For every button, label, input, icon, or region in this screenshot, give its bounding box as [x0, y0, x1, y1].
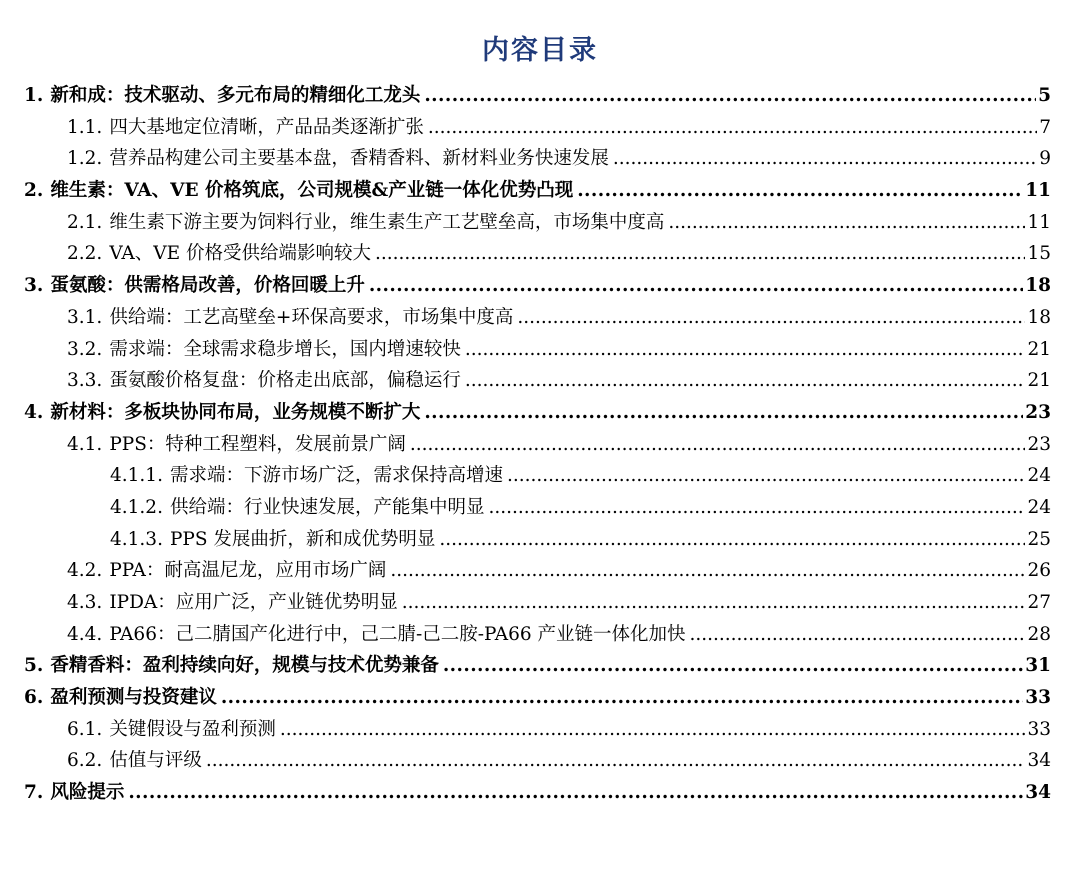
toc-entry-page: 18 — [1027, 306, 1051, 328]
toc-entry-text: PPS：特种工程塑料，发展前景广阔 — [109, 433, 406, 455]
toc-entry-page: 33 — [1025, 687, 1051, 709]
toc-entry-page: 11 — [1027, 211, 1051, 233]
toc-entry-number: 1.1. — [67, 116, 103, 138]
toc-dot-leader — [465, 334, 1026, 366]
toc-entry[interactable] — [24, 334, 1051, 366]
toc-entry-text: PPS 发展曲折，新和成优势明显 — [169, 528, 436, 550]
toc-entry-number: 7. — [24, 782, 44, 804]
toc-entry[interactable] — [24, 175, 1051, 207]
toc-entry-number: 4.1.2. — [110, 496, 163, 518]
toc-dot-leader — [402, 587, 1026, 619]
toc-entry[interactable] — [24, 429, 1051, 461]
toc-entry-page: 21 — [1027, 370, 1051, 392]
toc-entry-page: 5 — [1038, 85, 1051, 106]
toc-entry-page: 27 — [1027, 592, 1051, 613]
toc-entry[interactable] — [24, 112, 1051, 144]
toc-entry-number: 3. — [24, 275, 44, 297]
toc-entry[interactable] — [24, 524, 1051, 556]
toc-entry-text: 盈利预测与投资建议 — [50, 687, 217, 709]
toc-dot-leader — [375, 238, 1025, 270]
toc-list — [24, 80, 1051, 809]
toc-dot-leader — [128, 777, 1023, 809]
toc-entry-number: 6.2. — [67, 750, 103, 772]
toc-entry-text: 维生素下游主要为饲料行业，维生素生产工艺壁垒高，市场集中度高 — [109, 211, 665, 233]
toc-dot-leader — [517, 302, 1025, 334]
toc-dot-leader — [439, 524, 1025, 556]
toc-entry-number: 2. — [24, 180, 44, 202]
toc-dot-leader — [507, 460, 1025, 492]
toc-dot-leader — [428, 112, 1037, 144]
toc-entry-text: 供给端：工艺高壁垒+环保高要求，市场集中度高 — [109, 306, 514, 328]
toc-entry-number: 4.1.1. — [110, 465, 163, 487]
toc-entry-number: 4. — [24, 401, 44, 423]
toc-entry[interactable] — [24, 238, 1051, 270]
toc-entry-number: 3.1. — [67, 306, 103, 328]
toc-entry[interactable] — [24, 270, 1051, 302]
toc-entry-number: 2.2. — [67, 243, 103, 265]
toc-entry[interactable] — [24, 80, 1051, 112]
toc-entry-number: 4.4. — [67, 623, 103, 645]
toc-dot-leader — [690, 619, 1026, 651]
toc-entry-number: 1. — [24, 85, 44, 106]
toc-entry[interactable] — [24, 365, 1051, 397]
toc-entry-page: 23 — [1025, 401, 1051, 423]
toc-entry-text: PPA：耐高温尼龙，应用市场广阔 — [109, 560, 387, 582]
toc-entry[interactable] — [24, 682, 1051, 714]
toc-entry[interactable] — [24, 492, 1051, 524]
toc-entry-number: 3.3. — [67, 370, 103, 392]
toc-entry[interactable] — [24, 619, 1051, 651]
toc-entry-text: 供给端：行业快速发展，产能集中明显 — [169, 496, 485, 518]
toc-entry-page: 34 — [1025, 782, 1051, 804]
toc-entry-page: 26 — [1027, 560, 1051, 582]
toc-entry-text: 估值与评级 — [109, 750, 202, 772]
toc-entry-text: 营养品构建公司主要基本盘，香精香料、新材料业务快速发展 — [109, 148, 609, 170]
toc-entry-page: 31 — [1025, 655, 1051, 677]
toc-entry[interactable] — [24, 143, 1051, 175]
toc-entry-page: 28 — [1027, 623, 1051, 645]
toc-entry[interactable] — [24, 555, 1051, 587]
toc-dot-leader — [613, 143, 1037, 175]
toc-dot-leader — [577, 175, 1023, 207]
toc-dot-leader — [206, 745, 1026, 777]
toc-entry-number: 6.1. — [67, 718, 103, 740]
toc-entry[interactable] — [24, 745, 1051, 777]
toc-dot-leader — [424, 80, 1036, 112]
toc-dot-leader — [410, 429, 1026, 461]
toc-entry-text: 蛋氨酸价格复盘：价格走出底部，偏稳运行 — [109, 370, 461, 392]
toc-entry-page: 21 — [1027, 338, 1051, 360]
toc-entry-number: 4.1.3. — [110, 528, 163, 550]
toc-entry-text: 新材料：多板块协同布局，业务规模不断扩大 — [50, 401, 421, 423]
toc-entry[interactable] — [24, 302, 1051, 334]
toc-entry[interactable] — [24, 777, 1051, 809]
toc-entry-text: PA66：己二腈国产化进行中，己二腈-己二胺-PA66 产业链一体化加快 — [109, 623, 686, 645]
toc-entry-page: 25 — [1027, 528, 1051, 550]
toc-entry-number: 4.3. — [67, 592, 103, 613]
toc-entry-text: VA、VE 价格受供给端影响较大 — [109, 243, 372, 265]
toc-entry-page: 24 — [1027, 465, 1051, 487]
toc-dot-leader — [488, 492, 1025, 524]
toc-dot-leader — [369, 270, 1023, 302]
toc-entry-number: 1.2. — [67, 148, 103, 170]
toc-entry-text: 香精香料：盈利持续向好，规模与技术优势兼备 — [50, 655, 439, 677]
toc-entry-number: 2.1. — [67, 211, 103, 233]
toc-entry-text: 关键假设与盈利预测 — [109, 718, 276, 740]
toc-entry-number: 6. — [24, 687, 44, 709]
toc-dot-leader — [443, 650, 1023, 682]
toc-entry[interactable] — [24, 460, 1051, 492]
toc-entry-number: 4.2. — [67, 560, 103, 582]
toc-dot-leader — [280, 714, 1026, 746]
toc-entry[interactable] — [24, 650, 1051, 682]
toc-entry-text: 风险提示 — [50, 782, 125, 804]
toc-entry-page: 34 — [1027, 750, 1051, 772]
toc-entry-text: 新和成：技术驱动、多元布局的精细化工龙头 — [50, 85, 421, 106]
toc-title: 内容目录 — [482, 35, 598, 66]
toc-dot-leader — [221, 682, 1023, 714]
toc-dot-leader — [465, 365, 1026, 397]
toc-entry-page: 18 — [1025, 275, 1051, 297]
toc-entry-page: 23 — [1027, 433, 1051, 455]
toc-entry-text: 四大基地定位清晰，产品品类逐渐扩张 — [109, 116, 424, 138]
toc-entry-page: 15 — [1027, 243, 1051, 265]
toc-dot-leader — [390, 555, 1025, 587]
toc-entry-number: 3.2. — [67, 338, 103, 360]
toc-entry-text: 蛋氨酸：供需格局改善，价格回暖上升 — [50, 275, 365, 297]
toc-entry[interactable] — [24, 207, 1051, 239]
toc-entry-page: 11 — [1025, 180, 1051, 202]
toc-entry-page: 9 — [1039, 148, 1051, 170]
toc-entry-text: 维生素：VA、VE 价格筑底，公司规模&产业链一体化优势凸现 — [50, 180, 574, 202]
toc-entry-text: IPDA：应用广泛，产业链优势明显 — [109, 592, 398, 613]
toc-dot-leader — [668, 207, 1025, 239]
toc-entry-number: 5. — [24, 655, 44, 677]
toc-entry-text: 需求端：下游市场广泛，需求保持高增速 — [169, 465, 503, 487]
toc-entry-page: 33 — [1027, 718, 1051, 740]
toc-entry-page: 24 — [1027, 496, 1051, 518]
toc-entry[interactable] — [24, 714, 1051, 746]
toc-entry[interactable] — [24, 397, 1051, 429]
toc-entry-page: 7 — [1039, 116, 1051, 138]
toc-entry-number: 4.1. — [67, 433, 103, 455]
toc-entry[interactable] — [24, 587, 1051, 619]
toc-entry-text: 需求端：全球需求稳步增长，国内增速较快 — [109, 338, 461, 360]
toc-dot-leader — [424, 397, 1023, 429]
